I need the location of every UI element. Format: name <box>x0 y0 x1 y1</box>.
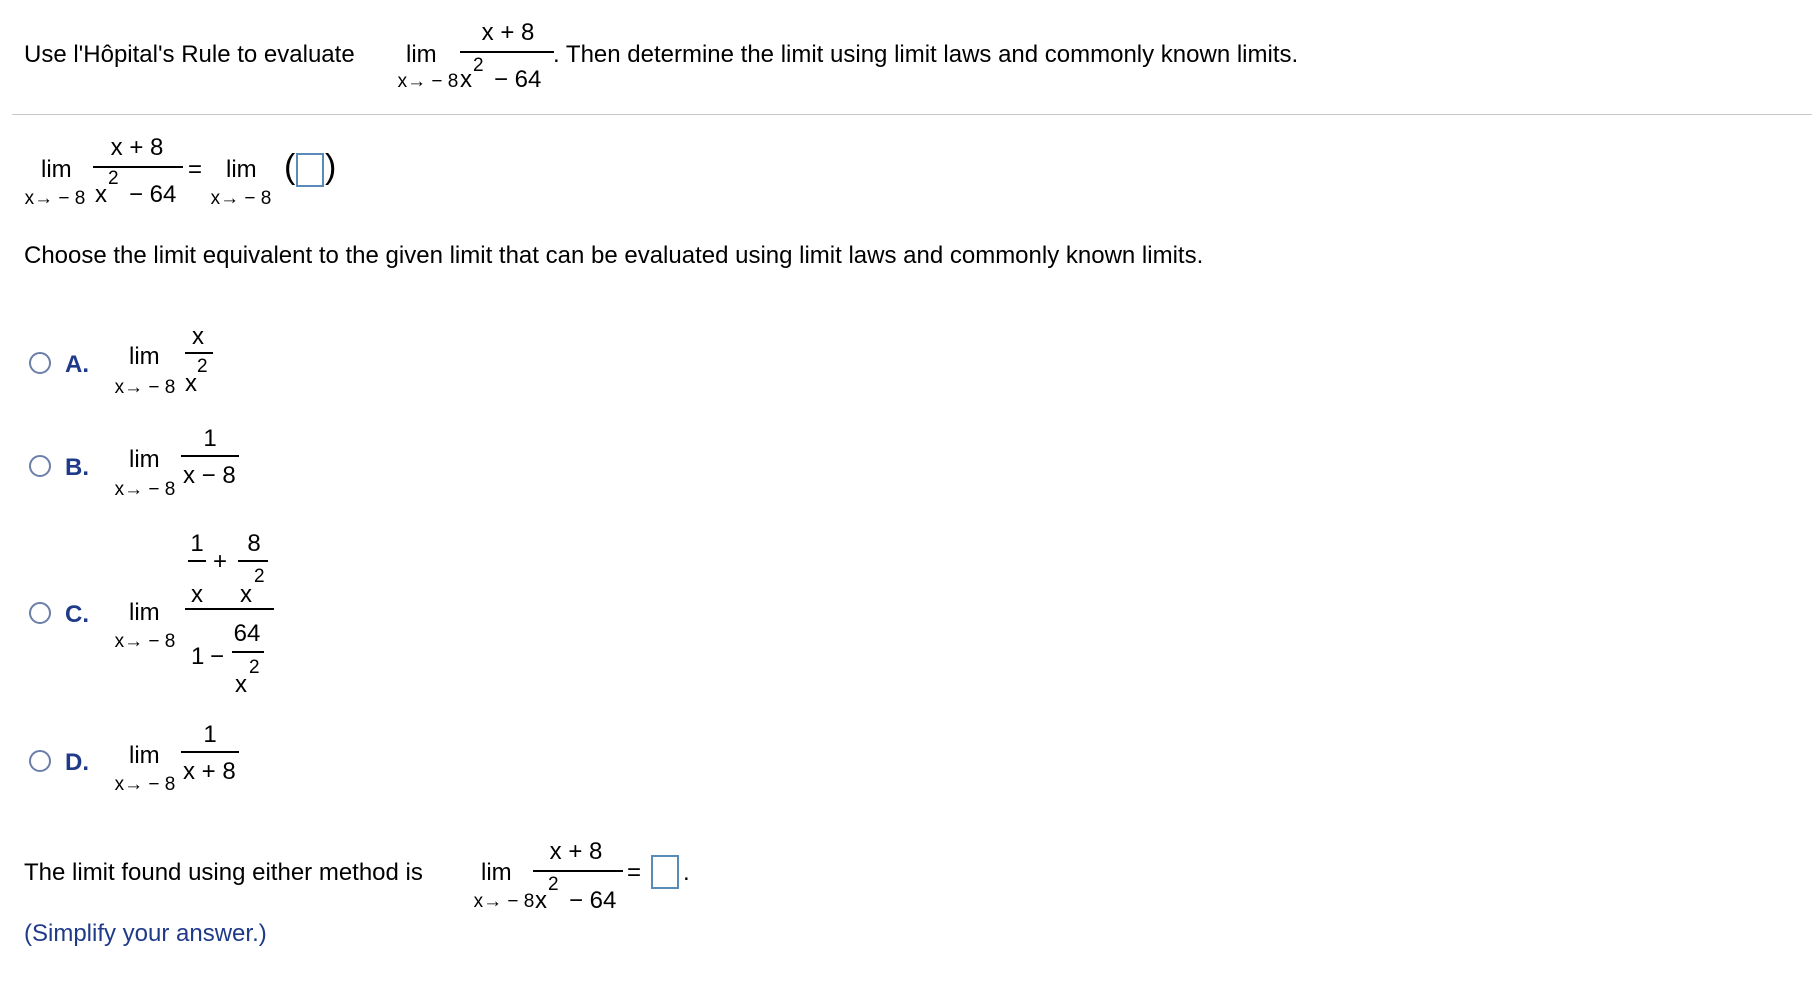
question-den-exp: 2 <box>473 55 484 76</box>
choose-prompt: Choose the limit equivalent to the given limit that can be evaluated using limit laws and commonly known limits. <box>24 242 1204 269</box>
step1-fraction-bar <box>93 166 183 168</box>
step1-limit-sub: x→ − 8 <box>24 188 86 209</box>
option-c-sub: x→ − 8 <box>114 631 176 652</box>
final-den-var: x <box>535 887 547 914</box>
final-limit-sub: x→ − 8 <box>473 891 535 912</box>
option-d-num: 1 <box>203 721 217 748</box>
final-numerator: x + 8 <box>549 838 603 865</box>
final-answer-box[interactable] <box>651 855 679 889</box>
step1-open-paren: ( <box>284 148 296 186</box>
question-suffix: . Then determine the limit using limit laws and commonly known limits. <box>553 41 1299 68</box>
question-den-rest: − 64 <box>494 66 542 93</box>
option-a-sub: x→ − 8 <box>114 377 176 398</box>
option-d-letter[interactable]: D. <box>65 749 89 776</box>
step1-equals: = <box>188 156 203 183</box>
option-c-t1-bar <box>188 560 206 562</box>
option-c-main-bar <box>185 608 274 610</box>
step1-rhs-sub: x→ − 8 <box>210 188 272 209</box>
option-d-lim: lim <box>129 742 160 769</box>
option-c-t3-den-var: x <box>235 671 247 698</box>
option-a-den-var: x <box>185 370 197 397</box>
question-limit-sub: x→ − 8 <box>397 71 459 92</box>
option-b-den: x − 8 <box>183 462 236 489</box>
step1-den-var: x <box>95 181 107 208</box>
option-d-radio[interactable] <box>29 750 51 772</box>
option-d-sub: x→ − 8 <box>114 774 176 795</box>
option-d-den: x + 8 <box>183 758 236 785</box>
step1-den-rest: − 64 <box>129 181 177 208</box>
final-den-rest: − 64 <box>569 887 617 914</box>
final-lim: lim <box>481 859 512 886</box>
final-den-exp: 2 <box>548 874 559 895</box>
derivative-answer-box[interactable] <box>296 153 324 187</box>
option-a-radio[interactable] <box>29 352 51 374</box>
option-c-t3-bar <box>232 651 264 653</box>
option-b-lim: lim <box>129 446 160 473</box>
option-c-t3-den-exp: 2 <box>249 657 260 678</box>
option-a-num: x <box>192 323 204 350</box>
question-den-var: x <box>460 66 472 93</box>
option-c-t2-den-exp: 2 <box>254 566 265 587</box>
option-a-fraction-bar <box>185 352 213 354</box>
option-b-fraction-bar <box>181 455 239 457</box>
question-fraction-bar <box>460 51 554 53</box>
option-a-lim: lim <box>129 343 160 370</box>
step1-numerator: x + 8 <box>110 134 164 161</box>
option-c-letter[interactable]: C. <box>65 601 89 628</box>
option-c-minus: − <box>210 643 225 670</box>
question-lim: lim <box>406 41 437 68</box>
option-c-radio[interactable] <box>29 602 51 624</box>
simplify-hint: (Simplify your answer.) <box>24 920 267 947</box>
step1-den-exp: 2 <box>108 168 119 189</box>
option-c-t1-num: 1 <box>190 530 204 557</box>
final-equals: = <box>627 859 642 886</box>
step1-close-paren: ) <box>325 148 337 186</box>
option-c-one: 1 <box>191 643 205 670</box>
step1-lim: lim <box>41 156 72 183</box>
option-b-sub: x→ − 8 <box>114 479 176 500</box>
final-prefix: The limit found using either method is <box>24 859 423 886</box>
option-c-t2-den-var: x <box>240 581 252 608</box>
option-b-num: 1 <box>203 425 217 452</box>
option-c-lim: lim <box>129 599 160 626</box>
step1-rhs-lim: lim <box>226 156 257 183</box>
separator <box>12 114 1812 115</box>
option-b-letter[interactable]: B. <box>65 454 89 481</box>
option-d-fraction-bar <box>181 751 239 753</box>
option-c-t1-den: x <box>191 581 203 608</box>
option-c-t3-num: 64 <box>233 620 261 647</box>
question-numerator: x + 8 <box>481 19 535 46</box>
option-a-den-exp: 2 <box>197 356 208 377</box>
option-b-radio[interactable] <box>29 455 51 477</box>
final-period: . <box>683 859 690 886</box>
final-fraction-bar <box>533 870 623 872</box>
question-prefix: Use l'Hôpital's Rule to evaluate <box>24 41 355 68</box>
option-c-t2-bar <box>238 560 268 562</box>
option-c-plus: + <box>213 548 228 575</box>
option-c-t2-num: 8 <box>247 530 261 557</box>
option-a-letter[interactable]: A. <box>65 351 89 378</box>
